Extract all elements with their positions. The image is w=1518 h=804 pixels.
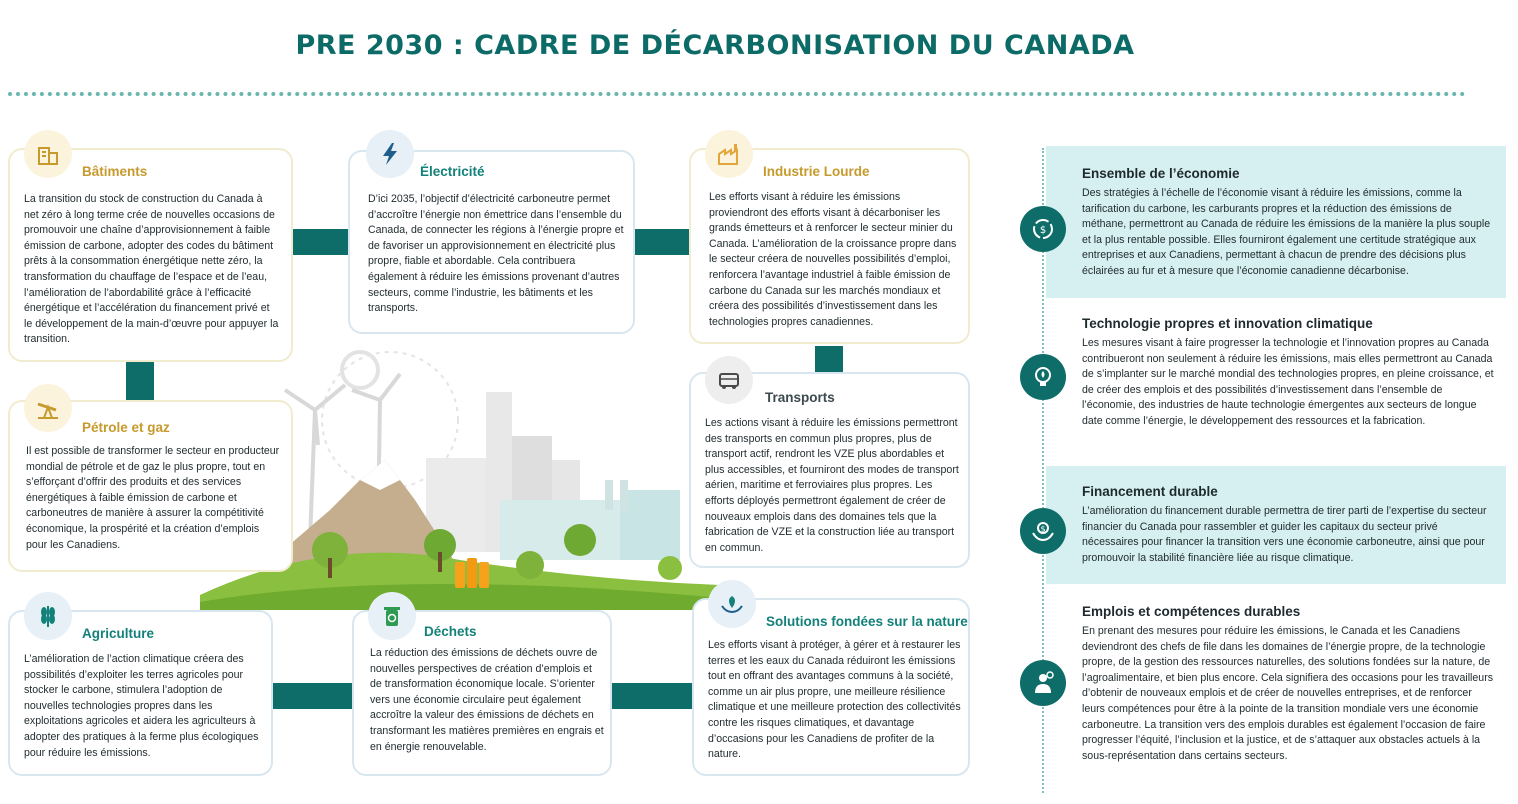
- card-agriculture-text: L’amélioration de l’action climatique créera des possibilités d’exploiter les terres agricoles pour stocker le carbone, stimulera l’adoption de nouvelles technologies propres dans les exploitations agricoles et aidera les agriculteurs à adopter des pratiques à la ferme plus écologiques pour réduire les émissions.: [24, 653, 259, 759]
- card-solutions-text: Les efforts visant à protéger, à gérer et à restaurer les terres et les eaux du Canada réduiront les émissions tout en offrant des avantages communs à la société, comme un air plus propre, une meilleure résilience climatique et une meilleure protection des collectivités contre les risques climatiques, et davantage d’occasions pour les Canadiens de profiter de la nature.: [708, 639, 961, 761]
- connector-batiments-petrole: [126, 362, 154, 402]
- lightbulb-leaf-icon: [1020, 354, 1066, 400]
- connector-electricite-industrie: [634, 229, 690, 255]
- card-dechets-text: La réduction des émissions de déchets ouvre de nouvelles perspectives de création d’emplois et de transformation économique locale. S’orienter vers une économie circulaire peut également accroître la valeur des émissions de déchets en transformant les matières premières en engrais et en énergie renouvelable.: [370, 647, 604, 753]
- lightning-bolt-icon: [366, 130, 414, 178]
- connector-dechets-solutions: [610, 683, 694, 709]
- theme-band-emplois: [1046, 588, 1506, 788]
- theme-band-economie: [1046, 146, 1506, 298]
- card-petrole-text: Il est possible de transformer le secteur en producteur mondial de pétrole et de gaz le plus propre, tout en s’efforçant d’offrir des produits et des services énergétiques à faible émission de carbone et carboneutres de manière à assurer la compétitivité économique, la prospérité et la création d’emplois pour les Canadiens.: [26, 445, 280, 551]
- dotted-divider: [8, 92, 1466, 96]
- recycle-symbol-icon: [342, 352, 378, 388]
- bus-icon: [705, 356, 753, 404]
- card-dechets-heading: Déchets: [424, 624, 477, 639]
- hands-money-icon: [1020, 508, 1066, 554]
- theme-economie-heading: Ensemble de l’économie: [1082, 166, 1240, 181]
- theme-emplois-heading: Emplois et compétences durables: [1082, 604, 1301, 619]
- theme-economie-text: Des stratégies à l’échelle de l’économie visant à réduire les émissions, comme la tarification du carbone, les carburants propres et la réduction des émissions de méthane, permettront au Canada de réduire les émissions de la manière la plus souple et la plus rentable possible. Elles fourniront également une certitude stratégique aux entreprises et aux Canadiens, permettant à chacun de prendre des décisions plus éclairées au fur et à mesure que l’économie canadienne décarbonise.: [1082, 187, 1491, 277]
- card-batiments-text: La transition du stock de construction du Canada à net zéro à long terme crée de nouvelles occasions de promouvoir une chaîne d’approvisionnement à faible émission de carbone, adopter des codes du bâtiment prêts à la consommation énergétique nette zéro, la transformation du chauffage de l’espace et de l’eau, l’amélioration de l’abordabilité grâce à l’efficacité énergétique et l’accélération du financement privé et le développement de la main-d’œuvre pour appuyer la transition.: [24, 193, 279, 346]
- svg-text:$: $: [1039, 225, 1047, 236]
- worker-gear-icon: [1020, 660, 1066, 706]
- card-transports-heading: Transports: [765, 390, 835, 405]
- oil-pump-icon: [24, 384, 72, 432]
- card-batiments: [8, 148, 293, 362]
- theme-emplois-text: En prenant des mesures pour réduire les émissions, le Canada et les Canadiens deviendront des chefs de file dans les domaines de l’énergie propre, de la technologie propre, de la gestion des ressources naturelles, des solutions fondées sur la nature, de l’agroalimentaire, et bien plus encore. Cela signifiera des occasions pour les travailleurs d’obtenir de nouveaux emplois et de créer de nouvelles entreprises, et de renforcer leurs compétences pour être à la pointe de la transition mondiale vers une économie carboneutre. La transition vers des emplois durables est également l’occasion de faire progresser l’équité, l’inclusion et la justice, et de s’attaquer aux obstacles actuels à la sous-représentation dans certains secteurs.: [1082, 625, 1494, 762]
- theme-band-technologie: [1046, 300, 1506, 464]
- connector-industrie-transports: [815, 346, 843, 374]
- card-transports-text: Les actions visant à réduire les émissions permettront des transports en commun plus propres, plus de transport actif, rendront les VZE plus abordables et plus accessibles, et fourniront des modes de transport aérien, maritime et ferroviaires plus propres. Les efforts déployés permettront également de créer de nouveaux emplois dans des domaines tels que la fabrication de VZE et la construction liée au transport en commun.: [705, 417, 959, 554]
- recycling-bin-icon: [368, 592, 416, 640]
- card-industrie-text: Les efforts visant à réduire les émissions proviendront des efforts visant à décarboniser les grands émetteurs et à renforcer le secteur minier du Canada. L’amélioration de la croissance propre dans le secteur créera de nouvelles possibilités d’emploi, renforcera l’avantage industriel à faible émission de carbone du Canada sur les marchés mondiaux et créera des possibilités d’investissement dans les technologies propres canadiennes.: [709, 191, 957, 328]
- card-electricite-heading: Électricité: [420, 164, 485, 179]
- card-agriculture-heading: Agriculture: [82, 626, 155, 641]
- building-icon: [24, 130, 72, 178]
- card-batiments-heading: Bâtiments: [82, 164, 148, 179]
- factory-icon: [705, 130, 753, 178]
- card-petrole-heading: Pétrole et gaz: [82, 420, 170, 435]
- card-solutions-heading: Solutions fondées sur la nature: [766, 614, 968, 629]
- connector-agriculture-dechets: [271, 683, 355, 709]
- theme-technologie-heading: Technologie propres et innovation climatique: [1082, 316, 1373, 331]
- theme-technologie-text: Les mesures visant à faire progresser la technologie et l’innovation propres au Canada contribueront non seulement à réduire les émissions, mais elles permettront au Canada de s’implanter sur le marché mondial des technologies propres, en pleine croissance, et de créer des emplois et des possibilités d’investissement dans l’ensemble de l’économie, des industries de haute technologie émergentes aux secteurs de longue date comme l’énergie, le développement des ressources et la fabrication.: [1082, 337, 1494, 427]
- theme-band-financement: [1046, 466, 1506, 584]
- card-industrie-heading: Industrie Lourde: [763, 164, 870, 179]
- hands-leaf-icon: [708, 580, 756, 628]
- carbon-pricing-cycle-icon: [1020, 206, 1066, 252]
- connector-batiments-electricite: [291, 229, 349, 255]
- page-title: PRE 2030 : CADRE DE DÉCARBONISATION DU CANADA: [295, 30, 1135, 61]
- svg-text:$: $: [1040, 524, 1046, 534]
- card-electricite-text: D’ici 2035, l’objectif d’électricité carboneutre permet d’accroître l’énergie non émettrice dans l’ensemble du Canada, de connecter les régions à l’énergie propre et de favoriser un approvisionnement en électricité plus propre, fiable et abordable. Cela contribuera également à réduire les émissions provenant d’autres secteurs, comme l’industrie, les bâtiments et les transports.: [368, 193, 624, 315]
- theme-financement-text: L’amélioration du financement durable permettra de tirer parti de l’expertise du secteur financier du Canada pour rassembler et guider les capitaux du secteur privé nécessaires pour financer la transition vers une économie carboneutre, ainsi que pour promouvoir la stabilité financière liée au risque climatique.: [1082, 505, 1487, 564]
- theme-financement-heading: Financement durable: [1082, 484, 1218, 499]
- wheat-icon: [24, 592, 72, 640]
